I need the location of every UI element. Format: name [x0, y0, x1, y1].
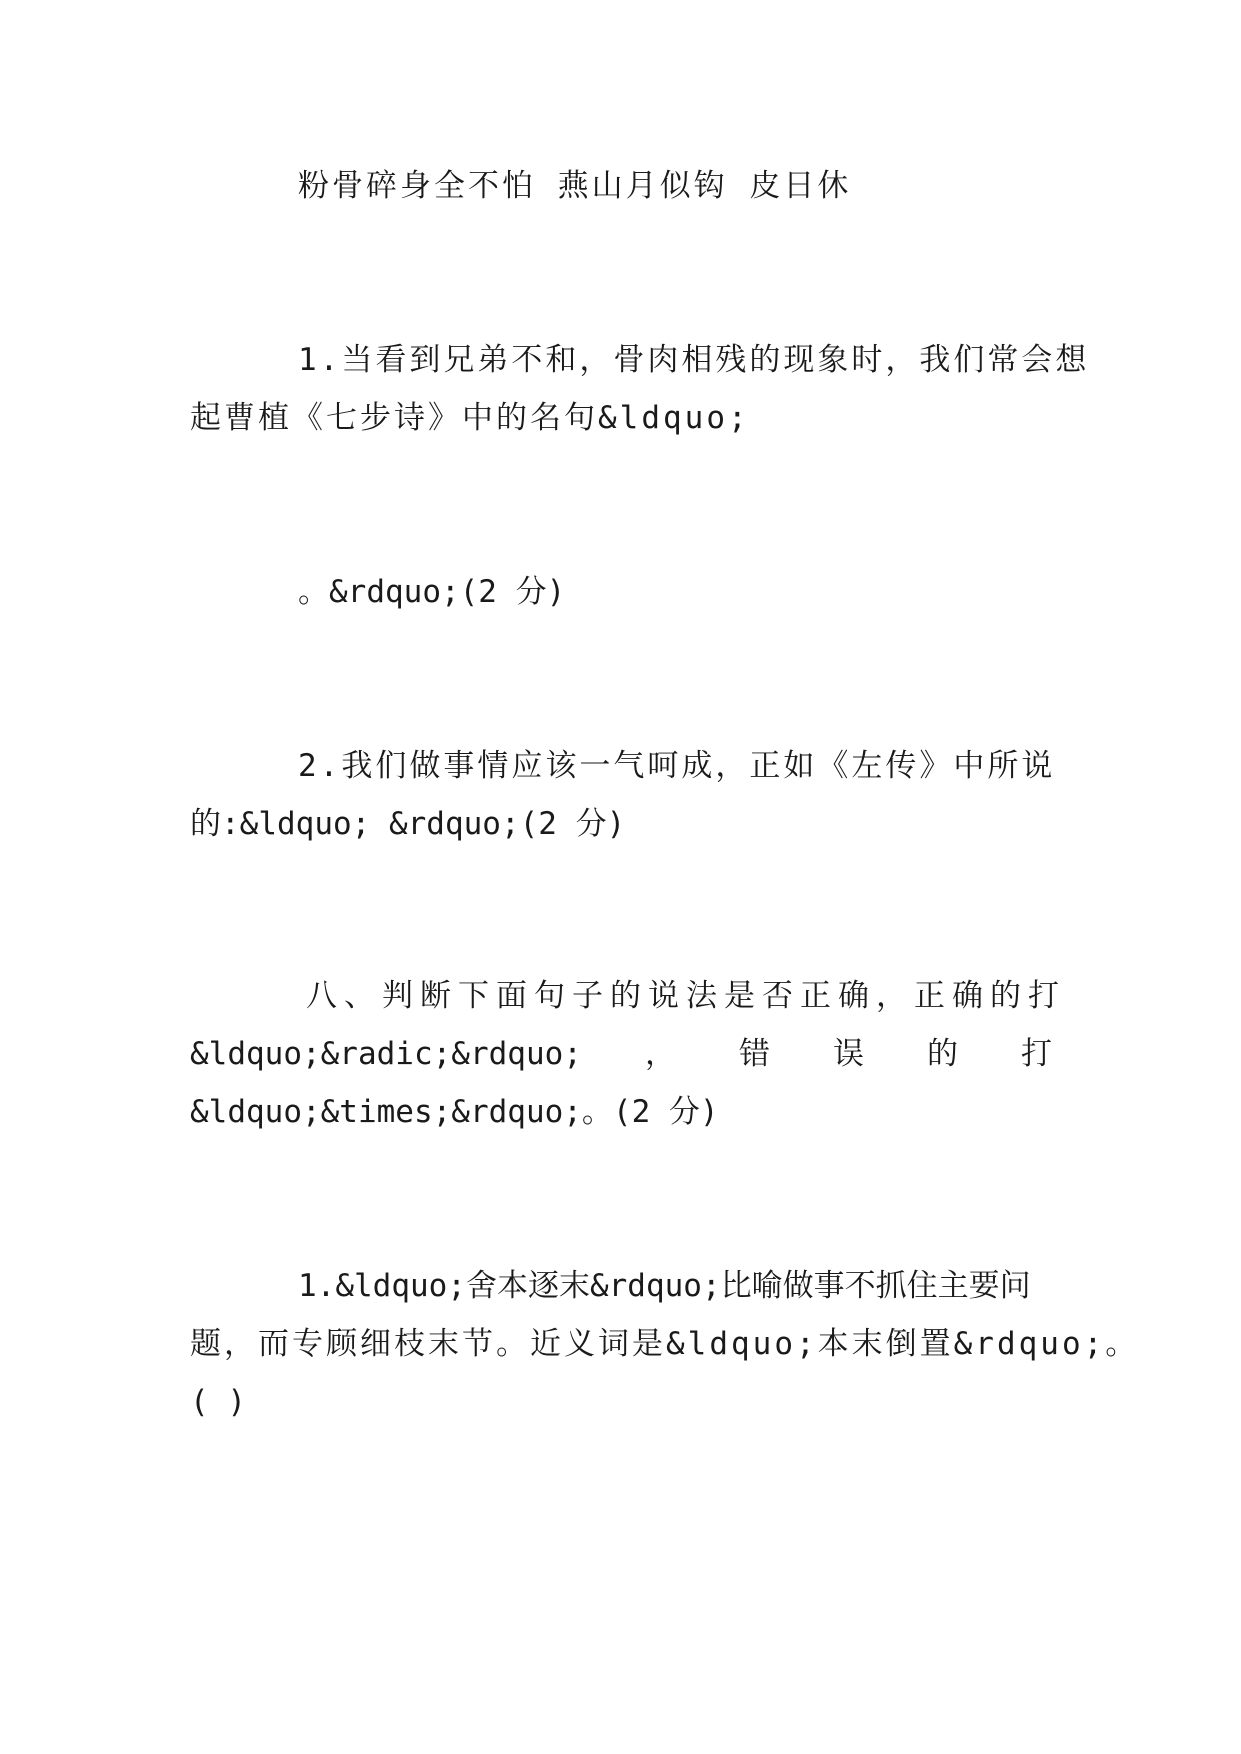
question-2-line-1: 2.我们做事情应该一气呵成，正如《左传》中所说 [298, 748, 1056, 784]
section-8-part: ， [644, 1036, 676, 1072]
question-1-line-1: 1.当看到兄弟不和，骨肉相残的现象时，我们常会想 [298, 342, 1090, 378]
section-8-heading-line-2 [190, 1034, 1052, 1074]
section-8-part: 打 [1020, 1036, 1052, 1072]
section-8-part: 错 [738, 1036, 770, 1072]
section-8-question-1-line-1: 1.&ldquo;舍本逐末&rdquo;比喻做事不抓住主要问 [298, 1268, 1031, 1304]
question-1-line-3: 。&rdquo;(2 分) [298, 574, 566, 610]
options-line: 粉骨碎身全不怕 燕山月似钩 皮日休 [298, 168, 852, 204]
section-8-heading-line-3: &ldquo;&times;&rdquo;。(2 分) [190, 1094, 719, 1130]
section-8-heading-line-1: 八、判断下面句子的说法是否正确，正确的打 [306, 978, 1066, 1014]
section-8-part: 的 [926, 1036, 958, 1072]
question-2-line-2: 的:&ldquo; &rdquo;(2 分) [190, 806, 626, 842]
section-8-question-1-line-2: 题，而专顾细枝末节。近义词是&ldquo;本末倒置&rdquo;。 [190, 1326, 1140, 1362]
question-1-line-2: 起曹植《七步诗》中的名句&ldquo; [190, 400, 750, 436]
section-8-part: 误 [832, 1036, 864, 1072]
answer-blank: ( ) [190, 1384, 246, 1420]
section-8-part: &ldquo;&radic;&rdquo; [190, 1036, 582, 1072]
